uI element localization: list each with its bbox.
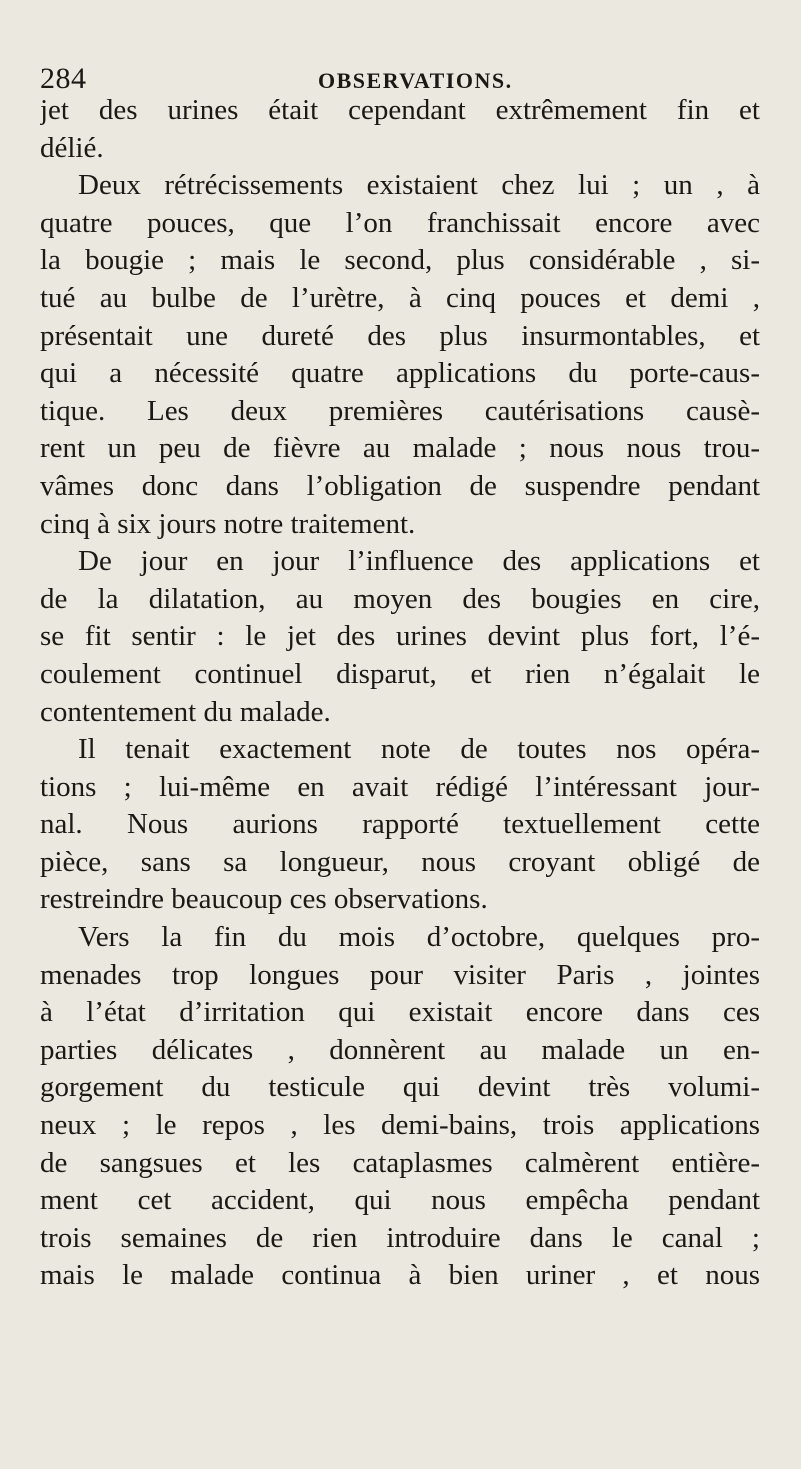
text-line: tué au bulbe de l’urètre, à cinq pouces et demi , — [40, 281, 760, 314]
text-line: la bougie ; mais le second, plus considérable , si- — [40, 244, 760, 277]
text-line: cinq à six jours notre traitement. — [40, 507, 416, 540]
text-line: de sangsues et les cataplasmes calmèrent entière- — [40, 1146, 760, 1179]
text-line: nal. Nous aurions rapporté textuellement cette — [40, 808, 760, 841]
running-head: OBSERVATIONS. — [318, 68, 513, 93]
text-line: tique. Les deux premières cautérisations causè- — [40, 394, 760, 427]
text-line: mais le malade continua à bien uriner , et nous — [40, 1259, 760, 1292]
text-line: quatre pouces, que l’on franchissait encore avec — [40, 206, 760, 239]
text-line: trois semaines de rien introduire dans le canal ; — [40, 1221, 760, 1254]
text-line: menades trop longues pour visiter Paris , jointes — [40, 958, 760, 991]
text-line: gorgement du testicule qui devint très volumi- — [40, 1071, 760, 1104]
text-line: se fit sentir : le jet des urines devint plus fort, l’é- — [40, 620, 760, 653]
text-line: délié. — [40, 131, 104, 164]
text-line: tions ; lui-même en avait rédigé l’intéressant jour- — [40, 770, 760, 803]
body-text — [40, 92, 760, 1295]
page-number: 284 — [40, 62, 87, 95]
text-line: restreindre beaucoup ces observations. — [40, 883, 488, 916]
text-line: de la dilatation, au moyen des bougies en cire, — [40, 582, 760, 615]
text-line: De jour en jour l’influence des applications et — [78, 545, 760, 578]
text-line: Deux rétrécissements existaient chez lui ; un , à — [78, 169, 760, 202]
text-line: coulement continuel disparut, et rien n’égalait le — [40, 657, 760, 690]
text-line: parties délicates , donnèrent au malade un en- — [40, 1033, 760, 1066]
text-line: ment cet accident, qui nous empêcha pendant — [40, 1184, 760, 1217]
text-line: vâmes donc dans l’obligation de suspendre pendant — [40, 469, 760, 502]
text-line: neux ; le repos , les demi-bains, trois applications — [40, 1109, 760, 1142]
text-line: Vers la fin du mois d’octobre, quelques pro- — [78, 921, 760, 954]
text-line: jet des urines était cependant extrêmement fin et — [40, 94, 760, 126]
text-line: qui a nécessité quatre applications du porte-caus- — [40, 357, 760, 390]
text-line: présentait une dureté des plus insurmontables, et — [40, 319, 760, 352]
text-line: Il tenait exactement note de toutes nos opéra- — [78, 733, 760, 766]
text-line: rent un peu de fièvre au malade ; nous nous trou- — [40, 432, 760, 465]
text-line: contentement du malade. — [40, 695, 331, 728]
text-line: à l’état d’irritation qui existait encore dans ces — [40, 996, 760, 1029]
text-line: pièce, sans sa longueur, nous croyant obligé de — [40, 845, 760, 878]
